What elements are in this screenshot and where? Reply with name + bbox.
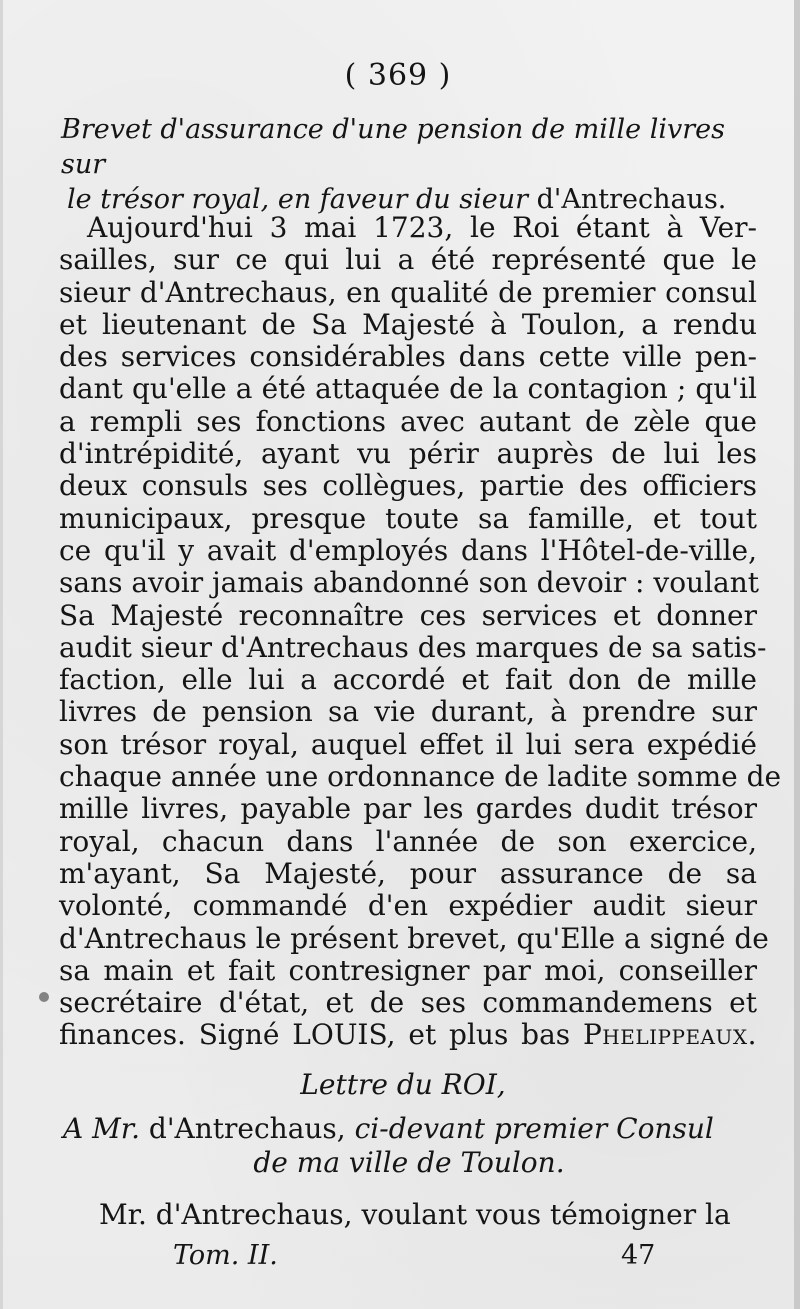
- letter-addressee: [63, 1112, 755, 1180]
- addressee-name: d'Antrechaus,: [148, 1112, 346, 1145]
- letter-title: Lettre du ROI,: [300, 1068, 506, 1101]
- body-line: secrétaire d'état, et de ses commandemens et: [59, 986, 757, 1020]
- body-line: dant qu'elle a été attaquée de la contagion ; qu'il: [59, 372, 757, 406]
- body-line: faction, elle lui a accordé et fait don de mille: [59, 663, 757, 697]
- body-line: municipaux, presque toute sa famille, et tout: [59, 501, 757, 535]
- body-line: deux consuls ses collègues, partie des officiers: [59, 469, 757, 503]
- body-line: d'Antrechaus le présent brevet, qu'Elle a signé de: [59, 921, 769, 955]
- body-line: d'intrépidité, ayant vu périr auprès de lui les: [59, 437, 757, 471]
- brevet-body: [59, 211, 782, 1052]
- body-line: son trésor royal, auquel effet il lui sera expédié: [59, 727, 757, 761]
- signature-mark: 47: [621, 1240, 656, 1271]
- body-last-line: [59, 1019, 757, 1051]
- body-line: a rempli ses fonctions avec autant de zèle que: [59, 404, 757, 438]
- body-line: des services considérables dans cette ville pen-: [59, 340, 757, 374]
- heading-line-1: Brevet d'assurance d'une pension de mille livres sur: [61, 114, 725, 180]
- body-line: chaque année une ordonnance de ladite somme de: [59, 760, 782, 794]
- body-line: mille livres, payable par les gardes dudit trésor: [59, 792, 757, 826]
- ink-spot: [39, 992, 49, 1002]
- addressee-title: ci-devant premier Consul: [354, 1112, 714, 1145]
- body-line: Aujourd'hui 3 mai 1723, le Roi étant à Ver-: [87, 211, 757, 244]
- addressee-prefix: A Mr.: [63, 1112, 140, 1145]
- body-line: ce qu'il y avait d'employés dans l'Hôtel-de-ville,: [59, 533, 757, 567]
- body-line: et lieutenant de Sa Majesté à Toulon, a rendu: [59, 307, 757, 341]
- body-line: audit sieur d'Antrechaus des marques de sa satis-: [59, 630, 767, 664]
- body-line: Sa Majesté reconnaître ces services et donner: [59, 598, 757, 632]
- body-line: volonté, commandé d'en expédier audit sieur: [59, 889, 757, 923]
- heading-line-2-roman: d'Antrechaus.: [536, 184, 727, 215]
- body-line: sailles, sur ce qui lui a été représenté que le: [59, 243, 757, 277]
- letter-salutation: Mr. d'Antrechaus, voulant vous témoigner la: [99, 1198, 731, 1231]
- body-line: sans avoir jamais abandonné son devoir : voulant: [59, 566, 760, 600]
- addressee-line-2: de ma ville de Toulon.: [253, 1146, 565, 1179]
- page-number: ( 369 ): [344, 58, 452, 93]
- body-line: livres de pension sa vie durant, à prendre sur: [59, 695, 757, 729]
- document-heading: [61, 112, 761, 217]
- body-line: royal, chacun dans l'année de son exercice,: [59, 824, 757, 858]
- heading-line-2-italic: le trésor royal, en faveur du sieur: [67, 184, 529, 215]
- body-last-prefix: finances. Signé LOUIS, et plus bas: [59, 1018, 571, 1052]
- body-line: m'ayant, Sa Majesté, pour assurance de sa: [59, 856, 757, 890]
- signatory-name: Phelippeaux.: [582, 1018, 757, 1052]
- volume-footer: Tom. II.: [173, 1240, 278, 1271]
- body-line: sa main et fait contresigner par moi, conseiller: [59, 953, 757, 987]
- body-line: sieur d'Antrechaus, en qualité de premier consul: [59, 275, 757, 309]
